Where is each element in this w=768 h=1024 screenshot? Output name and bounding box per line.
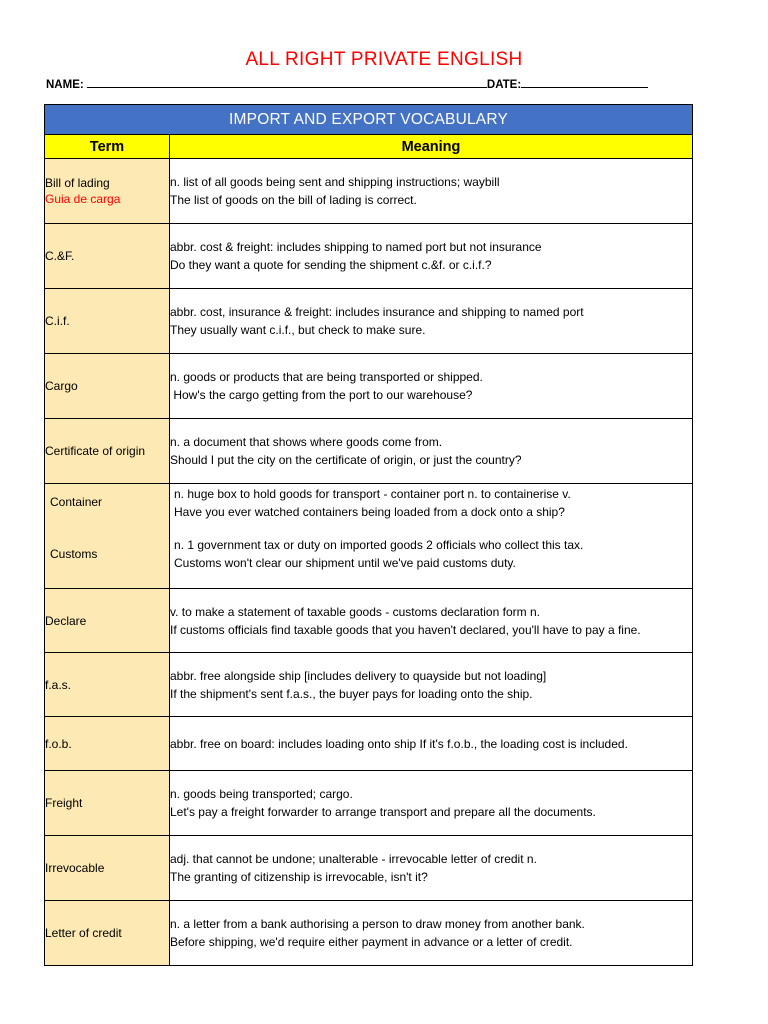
example-sentence: If customs officials find taxable goods that you haven't declared, you'll have to pay a fine.	[170, 622, 641, 637]
term-cell: f.o.b.	[45, 717, 170, 771]
definition: n. a document that shows where goods come from.	[170, 435, 443, 449]
table-row	[45, 484, 693, 589]
term-cell: f.a.s.	[45, 653, 170, 717]
term-cell: Freight	[45, 771, 170, 836]
table-row	[45, 836, 693, 901]
name-label: NAME:	[46, 79, 84, 91]
table-row	[45, 354, 693, 419]
date-blank[interactable]	[521, 76, 648, 88]
example-sentence: The list of goods on the bill of lading is correct.	[170, 193, 417, 207]
term-cell: Declare	[45, 589, 170, 653]
definition: n. huge box to hold goods for transport - container port n. to containerise v.	[174, 487, 571, 501]
definition: n. goods or products that are being transported or shipped.	[170, 370, 483, 384]
table-row	[45, 771, 693, 836]
term-cell	[45, 484, 170, 589]
meaning-cell	[170, 159, 693, 224]
term-cell: C.&F.	[45, 224, 170, 289]
definition: n. goods being transported; cargo.	[170, 787, 353, 801]
meaning-cell	[170, 589, 693, 653]
table-row	[45, 717, 693, 771]
term-text: Container	[50, 495, 103, 509]
vocabulary-table	[44, 104, 693, 966]
table-row	[45, 653, 693, 717]
date-label: DATE:	[486, 79, 522, 91]
example-sentence: They usually want c.i.f., but check to make sure.	[170, 323, 426, 337]
example-sentence: Customs won't clear our shipment until we've paid customs duty.	[174, 556, 516, 570]
example-sentence: Have you ever watched containers being loaded from a dock onto a ship?	[174, 505, 565, 519]
term-text: Bill of lading	[45, 176, 110, 190]
name-date-line	[46, 76, 648, 91]
example-sentence: Let's pay a freight forwarder to arrange transport and prepare all the documents.	[170, 805, 596, 819]
term-cell: Letter of credit	[45, 901, 170, 966]
term-text: Customs	[50, 547, 98, 561]
example-sentence: How's the cargo getting from the port to our warehouse?	[170, 388, 473, 402]
definition: adj. that cannot be undone; unalterable - irrevocable letter of credit n.	[170, 852, 537, 866]
table-row	[45, 289, 693, 354]
term-cell	[45, 159, 170, 224]
term-translation: Guia de carga	[45, 192, 121, 206]
example-sentence: The granting of citizenship is irrevocable, isn't it?	[170, 870, 428, 884]
definition: abbr. free alongside ship [includes delivery to quayside but not loading]	[170, 668, 547, 683]
term-cell: Irrevocable	[45, 836, 170, 901]
example-sentence: Should I put the city on the certificate of origin, or just the country?	[170, 453, 522, 467]
example-sentence: Before shipping, we'd require either payment in advance or a letter of credit.	[170, 935, 573, 949]
definition: abbr. cost, insurance & freight: includes insurance and shipping to named port	[170, 305, 584, 319]
meaning-cell	[170, 653, 693, 717]
example-sentence: Do they want a quote for sending the shipment c.&f. or c.i.f.?	[170, 258, 492, 272]
name-blank[interactable]	[87, 76, 487, 88]
definition: v. to make a statement of taxable goods - customs declaration form n.	[170, 604, 540, 619]
term-cell: Cargo	[45, 354, 170, 419]
definition: n. 1 government tax or duty on imported goods 2 officials who collect this tax.	[174, 538, 584, 552]
definition: abbr. free on board: includes loading onto ship If it's f.o.b., the loading cost is included.	[170, 736, 628, 751]
table-row	[45, 419, 693, 484]
meaning-cell	[170, 484, 693, 589]
column-header-meaning: Meaning	[170, 135, 693, 159]
page-title: ALL RIGHT PRIVATE ENGLISH	[245, 49, 523, 70]
table-row	[45, 589, 693, 653]
meaning-cell	[170, 771, 693, 836]
meaning-cell	[170, 901, 693, 966]
table-row	[45, 224, 693, 289]
meaning-cell	[170, 419, 693, 484]
table-row	[45, 901, 693, 966]
table-row	[45, 159, 693, 224]
term-cell: C.i.f.	[45, 289, 170, 354]
meaning-cell	[170, 717, 693, 771]
example-sentence: If the shipment's sent f.a.s., the buyer pays for loading onto the ship.	[170, 686, 533, 701]
meaning-cell	[170, 354, 693, 419]
meaning-cell	[170, 289, 693, 354]
definition: abbr. cost & freight: includes shipping to named port but not insurance	[170, 240, 542, 254]
definition: n. list of all goods being sent and shipping instructions; waybill	[170, 175, 500, 189]
column-header-term: Term	[45, 135, 170, 159]
meaning-cell	[170, 836, 693, 901]
meaning-cell	[170, 224, 693, 289]
definition: n. a letter from a bank authorising a person to draw money from another bank.	[170, 917, 585, 931]
term-cell: Certificate of origin	[45, 419, 170, 484]
table-banner: IMPORT AND EXPORT VOCABULARY	[45, 105, 693, 135]
